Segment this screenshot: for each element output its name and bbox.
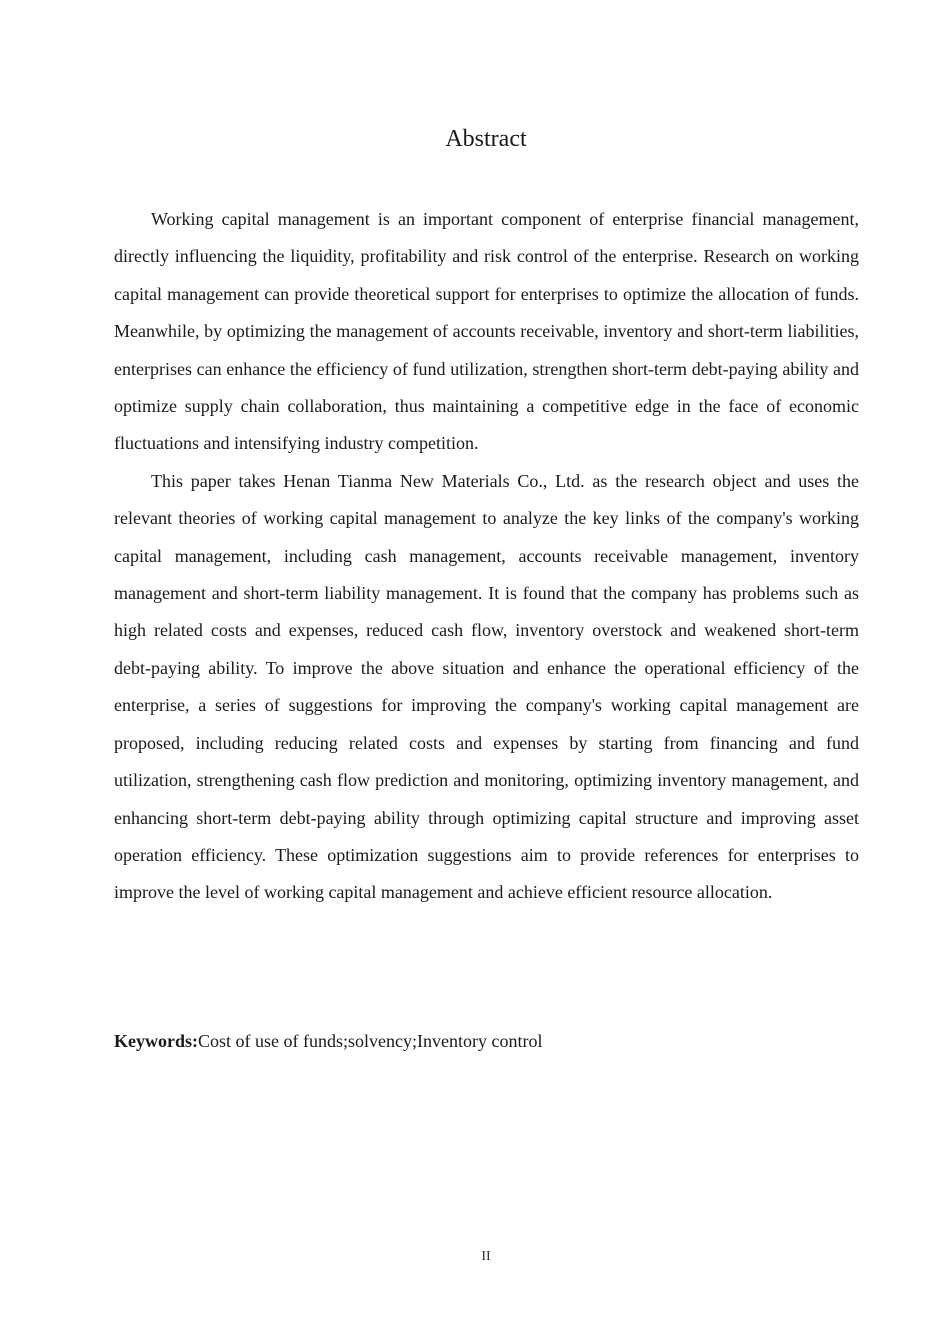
keywords-value: Cost of use of funds;solvency;Inventory control [198, 1031, 543, 1051]
abstract-paragraph-2: This paper takes Henan Tianma New Materials Co., Ltd. as the research object and uses the relevant theories of working capital management to analyze the key links of the company's working capital management, including cash management, accounts receivable management, inventory management and short-term liability management. It is found that the company has problems such as high related costs and expenses, reduced cash flow, inventory overstock and weakened short-term debt-paying ability. To improve the above situation and enhance the operational efficiency of the enterprise, a series of suggestions for improving the company's working capital management are proposed, including reducing related costs and expenses by starting from financing and fund utilization, strengthening cash flow prediction and monitoring, optimizing inventory management, and enhancing short-term debt-paying ability through optimizing capital structure and improving asset operation efficiency. These optimization suggestions aim to provide references for enterprises to improve the level of working capital management and achieve efficient resource allocation. [114, 470, 859, 903]
abstract-paragraph-1: Working capital management is an important component of enterprise financial management, directly influencing the liquidity, profitability and risk control of the enterprise. Research on working capital management can provide theoretical support for enterprises to optimize the allocation of funds. Meanwhile, by optimizing the management of accounts receivable, inventory and short-term liabilities, enterprises can enhance the efficiency of fund utilization, strengthen short-term debt-paying ability and optimize supply chain collaboration, thus maintaining a competitive edge in the face of economic fluctuations and intensifying industry competition. [114, 209, 859, 454]
page-number: II [481, 1249, 491, 1264]
keywords-label: Keywords: [114, 1031, 198, 1051]
abstract-title: Abstract [445, 126, 527, 152]
abstract-body [114, 201, 859, 912]
keywords-line [114, 1026, 859, 1056]
